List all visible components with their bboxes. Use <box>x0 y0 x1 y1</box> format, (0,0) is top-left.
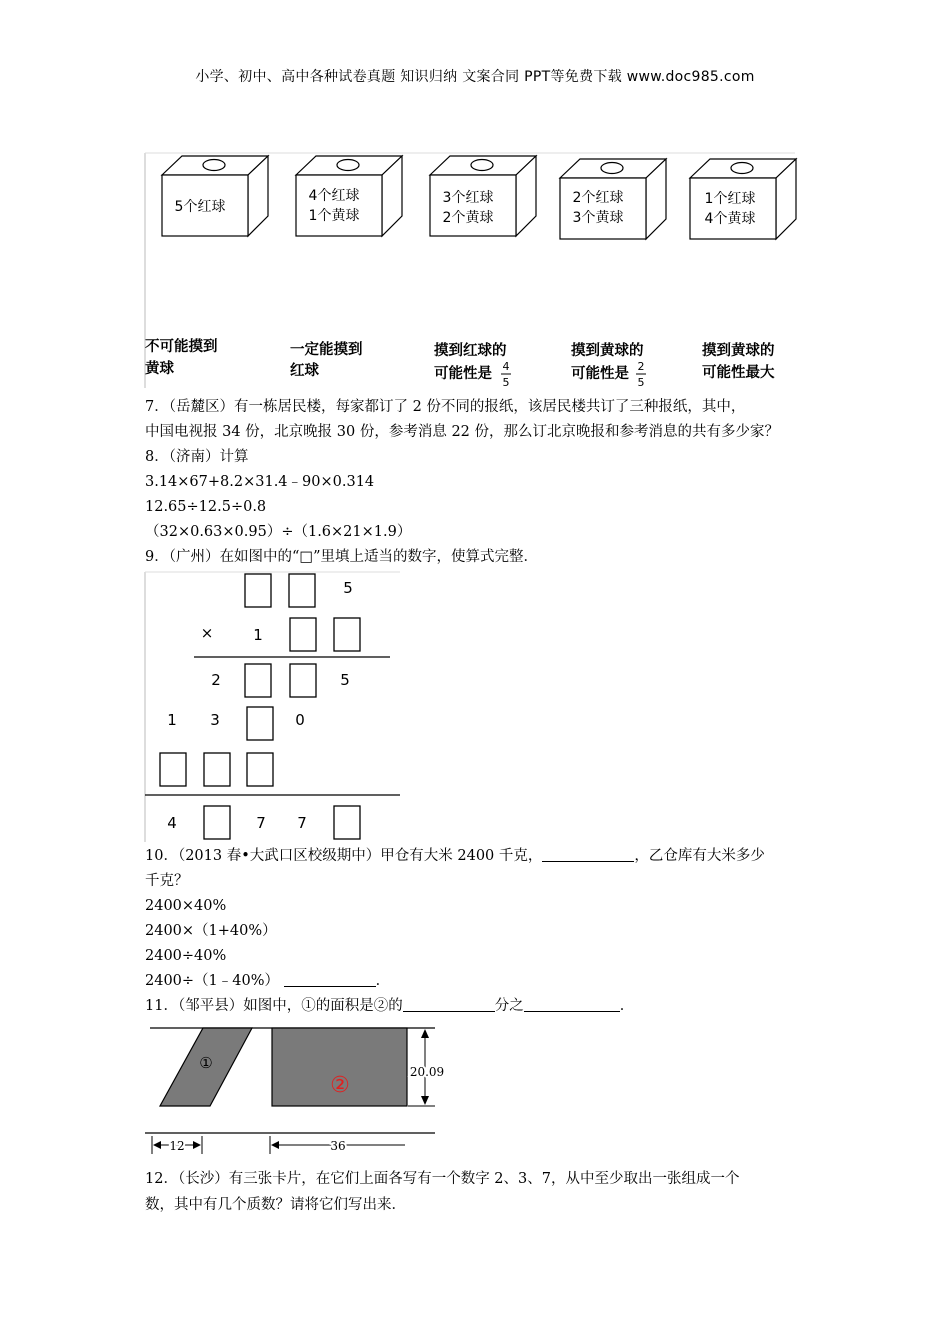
puzzle-r4-c: 0 <box>295 711 305 729</box>
q10-option-1: 2400×40% <box>145 898 227 914</box>
q10-option-3: 2400÷40% <box>145 948 227 964</box>
box-3-label-2: 2个黄球 <box>442 210 494 226</box>
puzzle-r2-d: 1 <box>253 626 263 644</box>
page-header: 小学、初中、高中各种试卷真题 知识归纳 文案合同 PPT等免费下载 www.doc985.com <box>195 69 755 85</box>
puzzle-r6-a: 4 <box>167 814 177 832</box>
q10-line-1 <box>145 847 765 865</box>
puzzle-times: × <box>200 624 214 642</box>
q8-title: 8．（济南）计算 <box>145 449 249 465</box>
puzzle-r6-c: 7 <box>297 814 307 832</box>
ball-boxes-figure <box>140 148 800 393</box>
q11-text-1: 11．（邹平县）如图中，①的面积是②的 <box>145 998 403 1014</box>
shape-1-label: ① <box>199 1054 213 1072</box>
q11-text-2: 分之 <box>494 998 524 1014</box>
q10-option-4-text: 2400÷（1﹣40%） <box>145 973 280 989</box>
box-5-label-1: 1个红球 <box>704 191 756 207</box>
outcome-5-line-2: 可能性最大 <box>702 365 775 381</box>
outcome-1-line-1: 不可能摸到 <box>145 339 218 355</box>
q12-line-1: 12．（长沙）有三张卡片，在它们上面各写有一个数字 2、3、7，从中至少取出一张组成一个 <box>145 1171 740 1187</box>
q8-expr-2: 12.65÷12.5÷0.8 <box>145 499 267 515</box>
q7-line-1: 7．（岳麓区）有一栋居民楼，每家都订了 2 份不同的报纸，该居民楼共订了三种报纸，其中， <box>145 399 746 415</box>
q12-line-2: 数，其中有几个质数？请将它们写出来． <box>145 1197 406 1213</box>
outcome-3-line-2: 可能性是 <box>434 366 492 382</box>
box-5-label-2: 4个黄球 <box>704 211 756 227</box>
fraction-3-num: 4 <box>502 360 510 373</box>
puzzle-r4-b: 3 <box>210 711 220 729</box>
box-4 <box>560 159 666 239</box>
base-1-label: 12 <box>169 1139 185 1153</box>
q10-line-1-text: 10．（2013 春•大武口区校级期中）甲仓有大米 2400 千克， <box>145 848 543 864</box>
q10-answer-blank-2[interactable] <box>284 972 376 987</box>
outcome-4-line-2: 可能性是 <box>571 366 629 382</box>
box-3 <box>430 156 536 236</box>
box-2-label-1: 4个红球 <box>308 188 360 204</box>
box-4-label-1: 2个红球 <box>572 190 624 206</box>
height-label: 20.09 <box>409 1065 445 1079</box>
puzzle-r3-a: 2 <box>211 671 221 689</box>
shape-2-label: ② <box>330 1073 350 1098</box>
q11-answer-blank-2[interactable] <box>524 997 620 1012</box>
q9-title: 9．（广州）在如图中的“□”里填上适当的数字，使算式完整． <box>145 549 538 565</box>
multiplication-puzzle <box>140 568 410 846</box>
fraction-3-den: 5 <box>502 376 510 389</box>
puzzle-r3-b: 5 <box>340 671 350 689</box>
q11-text-3: ． <box>619 998 635 1014</box>
q11-line <box>145 997 634 1015</box>
q10-option-4 <box>145 972 390 990</box>
box-1-label-1: 5个红球 <box>174 199 226 215</box>
box-5 <box>690 159 796 239</box>
base-2-label: 36 <box>330 1139 346 1153</box>
q7-line-2: 中国电视报 34 份，北京晚报 30 份，参考消息 22 份，那么订北京晚报和参考消息的共有多少家？ <box>145 424 780 440</box>
outcome-2-line-1b: 红球 <box>290 363 319 379</box>
q8-expr-3: （32×0.63×0.95）÷（1.6×21×1.9） <box>145 524 412 540</box>
q10-line-1-end: ，乙仓库有大米多少 <box>634 848 765 864</box>
q8-expr-1: 3.14×67+8.2×31.4﹣90×0.314 <box>145 474 375 490</box>
q10-line-2: 千克？ <box>145 873 189 889</box>
fraction-4-den: 5 <box>637 376 645 389</box>
puzzle-r1-d: 5 <box>343 579 353 597</box>
fraction-4-num: 2 <box>637 360 645 373</box>
box-3-label-1: 3个红球 <box>442 190 494 206</box>
area-figure <box>140 1020 450 1160</box>
q10-option-2: 2400×（1+40%） <box>145 923 277 939</box>
outcome-3-line-1: 摸到红球的 <box>434 343 507 359</box>
outcome-4-line-1: 摸到黄球的 <box>571 343 644 359</box>
outcome-2-line-1: 一定能摸到 <box>290 342 363 358</box>
box-1 <box>162 156 268 236</box>
q10-option-4-end: ． <box>375 973 391 989</box>
outcome-5-line-1: 摸到黄球的 <box>702 343 775 359</box>
puzzle-r4-a: 1 <box>167 711 177 729</box>
outcome-1-line-2: 黄球 <box>145 361 174 377</box>
box-4-label-2: 3个黄球 <box>572 210 624 226</box>
q10-answer-blank-1[interactable] <box>542 847 634 862</box>
q11-answer-blank-1[interactable] <box>403 997 495 1012</box>
box-2-label-2: 1个黄球 <box>308 208 360 224</box>
puzzle-r6-b: 7 <box>256 814 266 832</box>
box-2 <box>296 156 402 236</box>
